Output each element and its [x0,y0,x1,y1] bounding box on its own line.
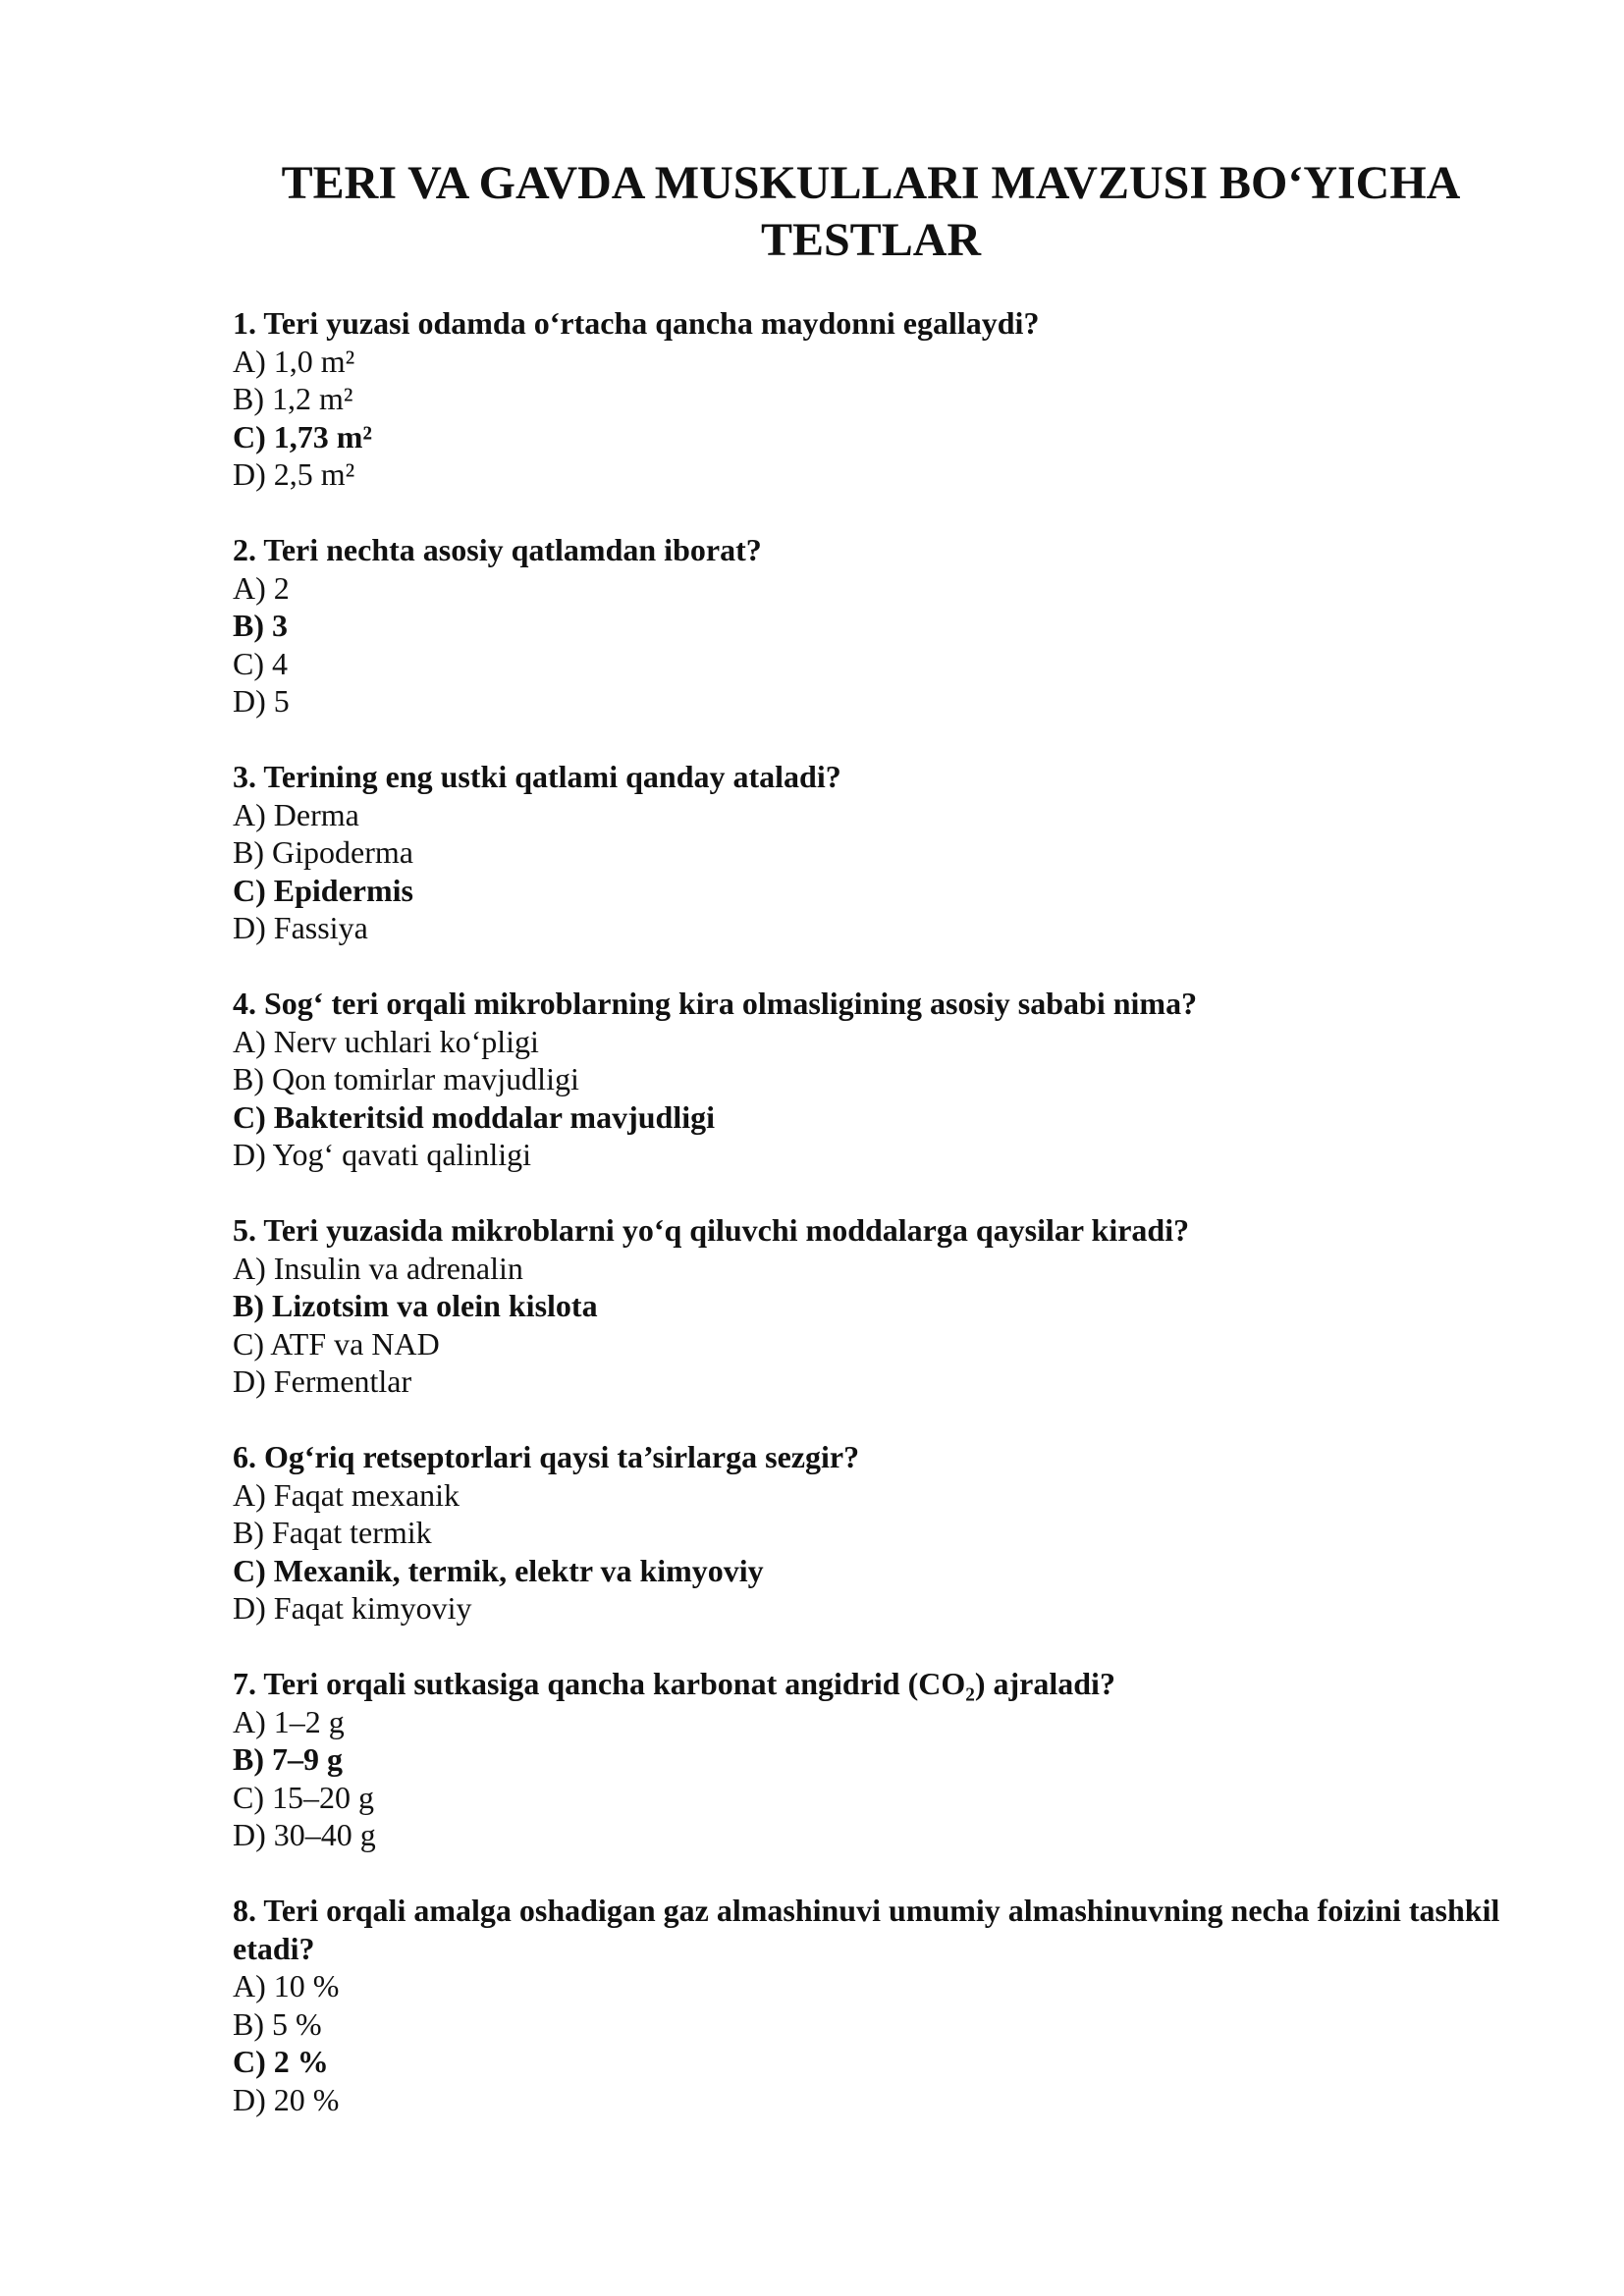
answer-option: C) 4 [233,645,288,681]
question-text: 1. Teri yuzasi odamda o‘rtacha qancha maydonni egallaydi? [233,305,1040,341]
answer-option: C) 15–20 g [233,1779,374,1815]
answer-option: D) Fassiya [233,910,368,945]
answer-option: A) 10 % [233,1968,340,2003]
question-4 [233,985,1509,1174]
answer-option: A) Faqat mexanik [233,1476,460,1513]
answer-option: B) Faqat termik [233,1515,432,1550]
answer-option: D) 30–40 g [233,1817,376,1852]
answer-option: D) 2,5 m² [233,456,355,492]
answer-option: A) 2 [233,569,290,606]
answer-option-correct: C) Epidermis [233,872,413,908]
answer-option-correct: C) 1,73 m² [233,418,373,454]
question-text: 5. Teri yuzasida mikroblarni yo‘q qiluvchi moddalarga qaysilar kiradi? [233,1212,1190,1248]
question-text: 4. Sog‘ teri orqali mikroblarning kira olmasligining asosiy sababi nima? [233,986,1198,1021]
answer-option: A) 1–2 g [233,1703,345,1739]
question-7 [233,1665,1509,1854]
answer-option: A) Derma [233,796,359,832]
answer-option-correct: C) 2 % [233,2044,329,2079]
answer-option: A) Insulin va adrenalin [233,1250,523,1286]
question-5 [233,1211,1509,1401]
answer-option: D) 20 % [233,2081,340,2117]
answer-option: B) 5 % [233,2005,322,2042]
question-6 [233,1438,1509,1628]
question-text: 7. Teri orqali sutkasiga qancha karbonat angidrid (CO₂) ajraladi? [233,1666,1115,1701]
question-list [233,304,1509,2157]
answer-option-correct: B) 7–9 g [233,1741,343,1777]
question-text: 3. Terining eng ustki qatlami qanday ataladi? [233,759,841,794]
answer-option: D) 5 [233,683,290,719]
answer-option: B) Qon tomirlar mavjudligi [233,1061,579,1096]
answer-option-correct: B) Lizotsim va olein kislota [233,1288,598,1323]
question-3 [233,758,1509,947]
answer-option: D) Fermentlar [233,1363,412,1399]
answer-option: A) 1,0 m² [233,343,355,379]
answer-option: C) ATF va NAD [233,1325,440,1362]
question-text: 2. Teri nechta asosiy qatlamdan iborat? [233,532,762,567]
answer-option: B) Gipoderma [233,834,413,870]
question-2 [233,531,1509,721]
answer-option: D) Faqat kimyoviy [233,1590,472,1626]
answer-option-correct: C) Mexanik, termik, elektr va kimyoviy [233,1552,764,1588]
answer-option: A) Nerv uchlari ko‘pligi [233,1023,539,1059]
answer-option: D) Yog‘ qavati qalinligi [233,1137,531,1172]
answer-option-correct: B) 3 [233,608,288,643]
question-1 [233,304,1509,494]
document-title: TERI VA GAVDA MUSKULLARI MAVZUSI BO‘YICHA TESTLAR [281,157,1461,266]
answer-option-correct: C) Bakteritsid moddalar mavjudligi [233,1098,715,1135]
question-text: 6. Og‘riq retseptorlari qaysi ta’sirlarga sezgir? [233,1439,860,1474]
answer-option: B) 1,2 m² [233,381,353,416]
question-text: 8. Teri orqali amalga oshadigan gaz almashinuvi umumiy almashinuvning necha foizini tashkil etadi? [233,1893,1500,1966]
question-8 [233,1892,1509,2118]
